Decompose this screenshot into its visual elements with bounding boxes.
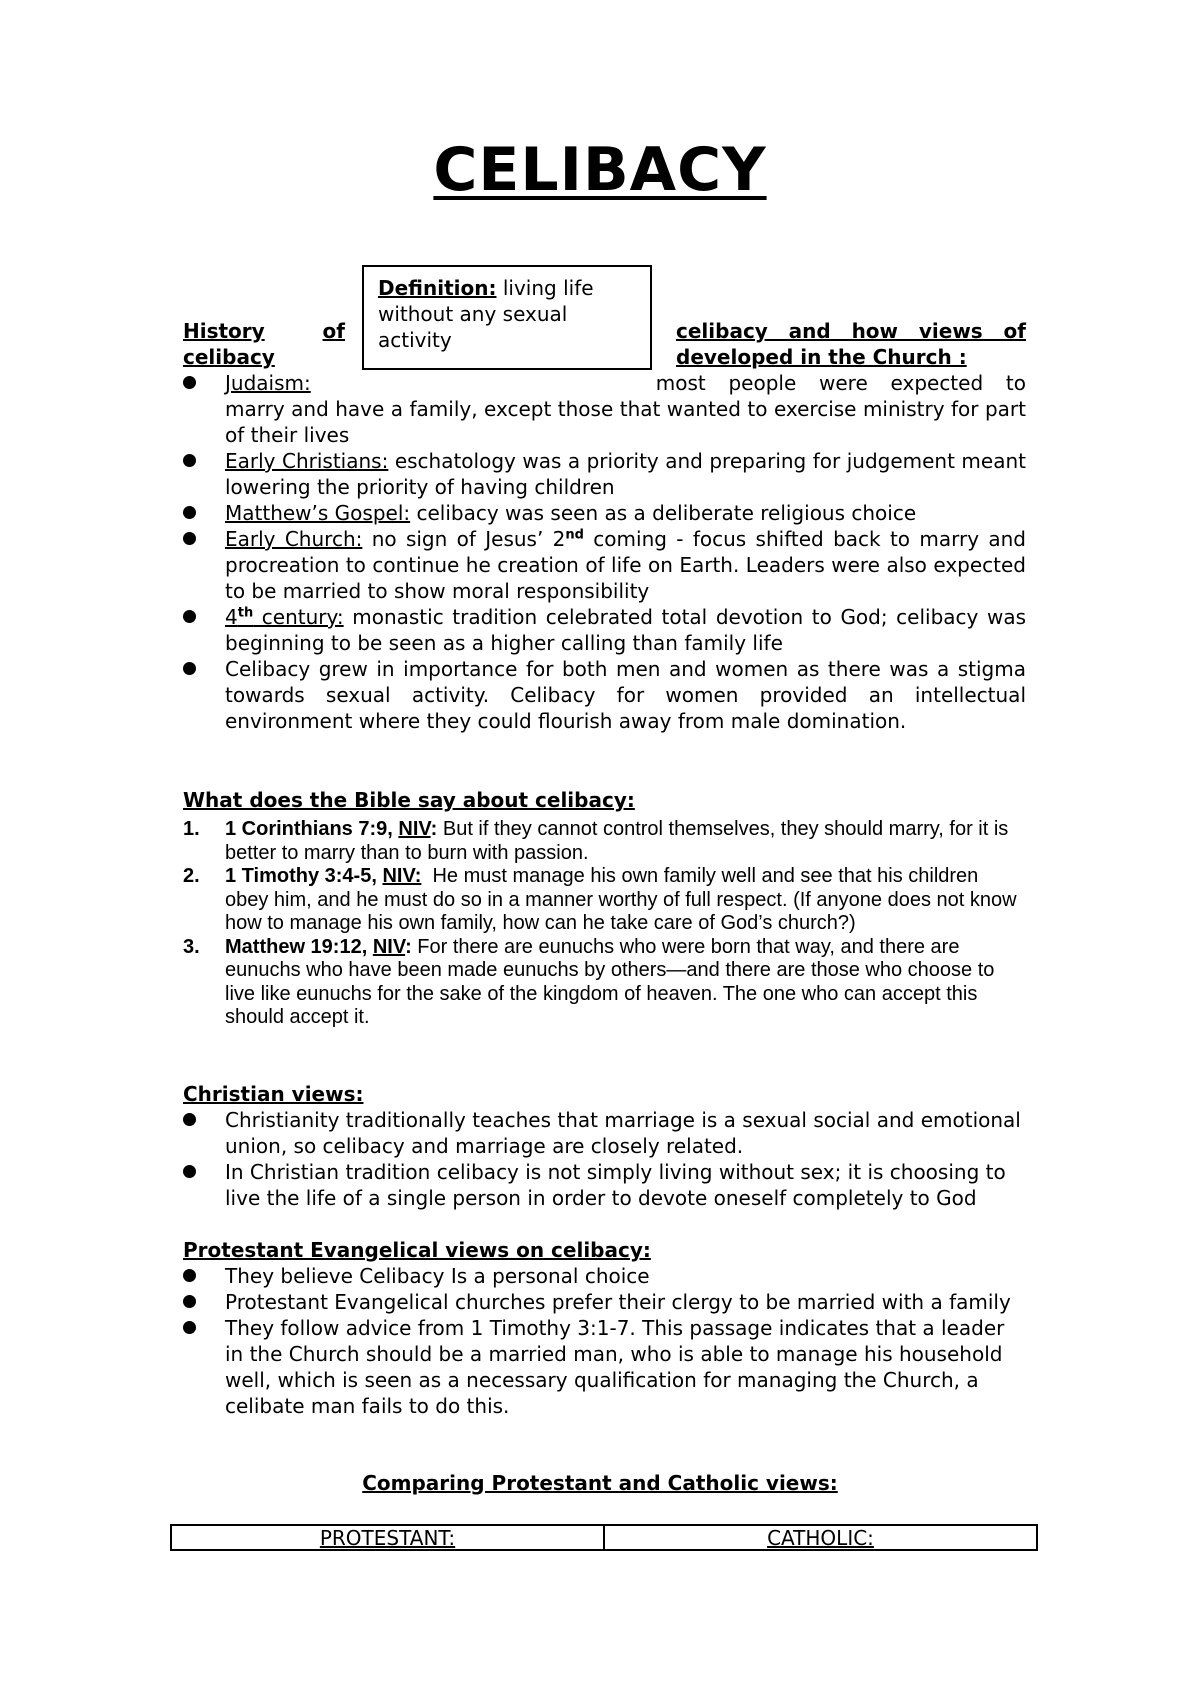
bible-heading: What does the Bible say about celibacy:	[183, 788, 635, 812]
list-item: Early Christians: eschatology was a priority and preparing for judgement meant lowering the priority of having children	[183, 448, 1026, 500]
catholic-column-header: CATHOLIC:	[604, 1525, 1037, 1550]
list-item: They follow advice from 1 Timothy 3:1-7. This passage indicates that a leader in the Church should be a married man, who is able to manage his household well, which is seen as a necessary qualification for managing the Church, a celibate man fails to do this.	[183, 1315, 1026, 1419]
protestant-views-heading: Protestant Evangelical views on celibacy:	[183, 1238, 651, 1262]
definition-label: Definition:	[378, 276, 497, 300]
table-row	[171, 1525, 1037, 1550]
comparison-table	[170, 1524, 1038, 1551]
protestant-views-list	[183, 1263, 1026, 1419]
list-item: 1. 1 Corinthians 7:9, NIV: But if they cannot control themselves, they should marry, for it is better to marry than to burn with passion.	[183, 818, 1009, 864]
bible-list	[183, 818, 1026, 1030]
list-item: Early Church: no sign of Jesus’ 2nd coming - focus shifted back to marry and procreation to continue he creation of life on Earth. Leaders were also expected to be married to show moral responsibility	[183, 526, 1026, 604]
history-heading-left: History of celibacy	[183, 319, 345, 369]
protestant-column-header: PROTESTANT:	[171, 1525, 604, 1550]
list-item: 2. 1 Timothy 3:4-5, NIV: He must manage his own family well and see that his children obey him, and he must do so in a manner worthy of full respect. (If anyone does not know how to manage his own family, how can he take care of God’s church?)	[183, 865, 1023, 934]
history-heading-right: celibacy and how views of developed in the Church :	[676, 319, 1026, 369]
list-item: 3. Matthew 19:12, NIV: For there are eunuchs who were born that way, and there are eunuchs who have been made eunuchs by others—and there are those who choose to live like eunuchs for the sake of the kingdom of heaven. The one who can accept this should accept it.	[183, 935, 995, 1028]
list-item: In Christian tradition celibacy is not simply living without sex; it is choosing to live the life of a single person in order to devote oneself completely to God	[183, 1159, 1026, 1211]
list-item: 4th century: monastic tradition celebrated total devotion to God; celibacy was beginning to be seen as a higher calling than family life	[183, 604, 1026, 656]
list-item: They believe Celibacy Is a personal choice	[183, 1263, 1026, 1289]
list-item: Matthew’s Gospel: celibacy was seen as a deliberate religious choice	[183, 500, 1026, 526]
christian-views-list	[183, 1107, 1026, 1211]
history-list	[183, 370, 1026, 734]
comparison-heading: Comparing Protestant and Catholic views:	[362, 1471, 838, 1495]
list-item: Christianity traditionally teaches that marriage is a sexual social and emotional union, so celibacy and marriage are closely related.	[183, 1107, 1026, 1159]
definition-box	[362, 265, 652, 370]
list-item: Celibacy grew in importance for both men and women as there was a stigma towards sexual activity. Celibacy for women provided an intellectual environment where they could flourish away from male domination.	[183, 656, 1026, 734]
christian-views-heading: Christian views:	[183, 1082, 364, 1106]
list-item: Judaism: most people were expected to marry and have a family, except those that wanted to exercise ministry for part of their lives	[183, 370, 1026, 448]
list-item: Protestant Evangelical churches prefer their clergy to be married with a family	[183, 1289, 1026, 1315]
page-title: CELIBACY	[433, 135, 767, 205]
definition-text: living life without any sexual activity	[378, 276, 594, 352]
